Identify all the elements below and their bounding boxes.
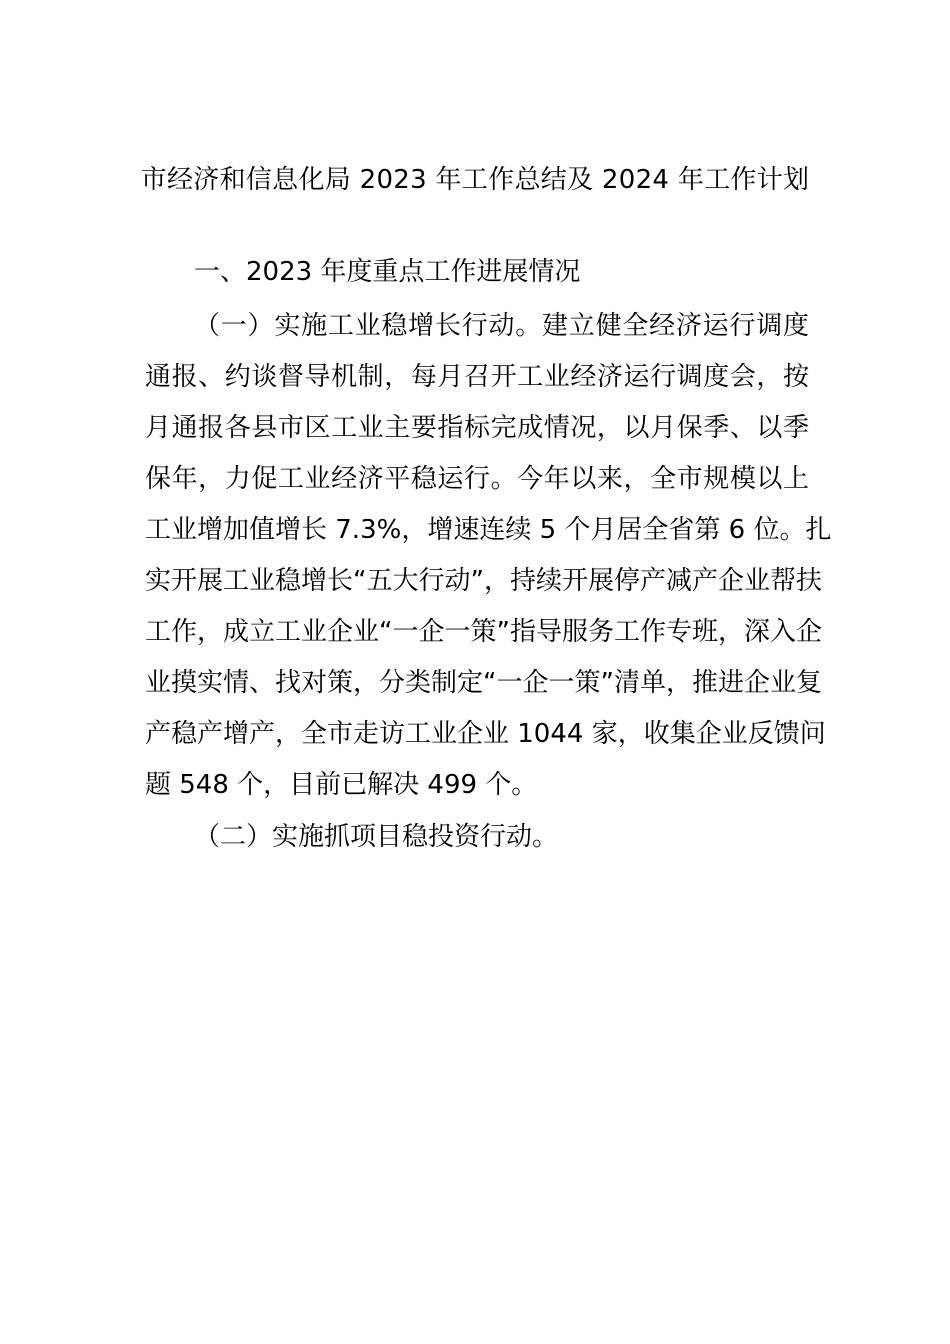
- paragraph-project-investment: [145, 812, 809, 863]
- section-heading: 一、2023 年度重点工作进展情况: [194, 257, 581, 287]
- paragraph-line: 题 548 个，目前已解决 499 个。: [145, 770, 538, 800]
- paragraph-line: 工业增加值增长 7.3%，增速连续 5 个月居全省第 6 位。扎: [145, 515, 832, 545]
- paragraph-line: 工作，成立工业企业“一企一策”指导服务工作专班，深入企: [145, 617, 822, 647]
- document-title: 市经济和信息化局 2023 年工作总结及 2024 年工作计划: [140, 165, 810, 195]
- paragraph-industrial-growth: [145, 301, 832, 811]
- paragraph-line: 通报、约谈督导机制，每月召开工业经济运行调度会，按: [145, 362, 809, 392]
- paragraph-line: 业摸实情、找对策，分类制定“一企一策”清单，推进企业复: [145, 668, 822, 698]
- paragraph-line: 月通报各县市区工业主要指标完成情况，以月保季、以季: [145, 413, 809, 443]
- paragraph-line: 产稳产增产，全市走访工业企业 1044 家，收集企业反馈问: [145, 719, 826, 749]
- paragraph-line: （一）实施工业稳增长行动。建立健全经济运行调度: [194, 311, 809, 341]
- paragraph-line: 实开展工业稳增长“五大行动”，持续开展停产减产企业帮扶: [145, 566, 822, 596]
- paragraph-line: （二）实施抓项目稳投资行动。: [194, 822, 559, 852]
- paragraph-line: 保年，力促工业经济平稳运行。今年以来，全市规模以上: [145, 464, 809, 494]
